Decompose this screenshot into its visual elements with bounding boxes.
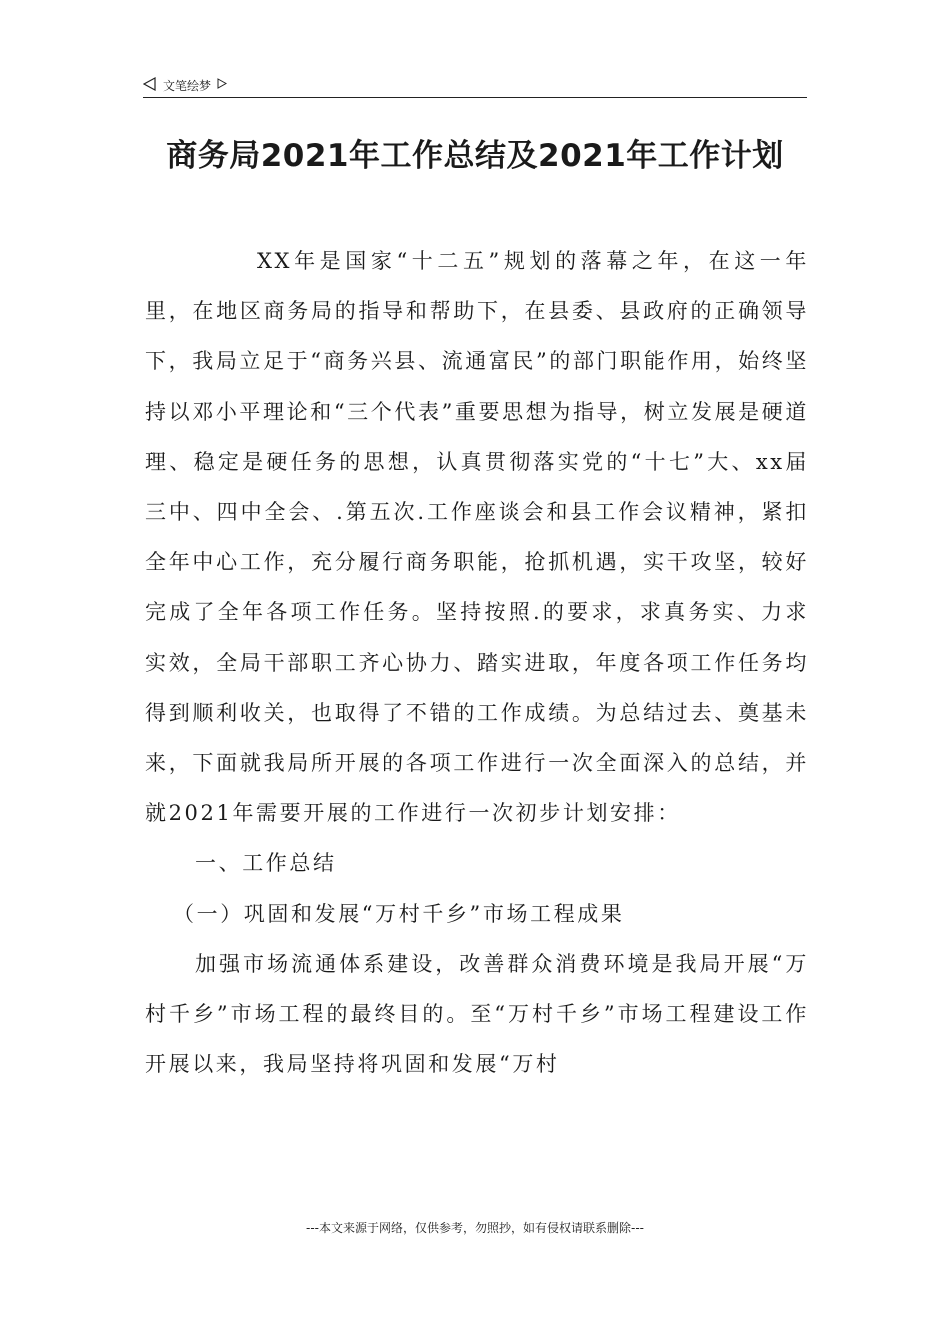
triangle-right-icon <box>217 78 229 92</box>
subsection-heading: （一）巩固和发展“万村千乡”市场工程成果 <box>173 901 625 926</box>
triangle-left-icon <box>143 77 157 94</box>
body-paragraph: 加强市场流通体系建设，改善群众消费环境是我局开展“万村千乡”市场工程的最终目的。至“万村千乡”市场工程建设工作开展以来，我局坚持将巩固和发展“万村 <box>145 951 809 1077</box>
footer-disclaimer: ---本文来源于网络，仅供参考，勿照抄，如有侵权请联系删除--- <box>306 1221 644 1235</box>
document-header <box>143 74 807 96</box>
document-body <box>145 236 809 1089</box>
intro-paragraph: XX年是国家“十二五”规划的落幕之年，在这一年里，在地区商务局的指导和帮助下，在县委、县政府的正确领导下，我局立足于“商务兴县、流通富民”的部门职能作用，始终坚持以邓小平理论和“三个代表”重要思想为指导，树立发展是硬道理、稳定是硬任务的思想，认真贯彻落实党的“十七”大、xx届三中、四中全会、.第五次.工作座谈会和县工作会议精神，紧扣全年中心工作，充分履行商务职能，抢抓机遇，实干攻坚，较好完成了全年各项工作任务。坚持按照.的要求，求真务实、力求实效，全局干部职工齐心协力、踏实进取，年度各项工作任务均得到顺利收关，也取得了不错的工作成绩。为总结过去、奠基未来，下面就我局所开展的各项工作进行一次全面深入的总结，并就2021年需要开展的工作进行一次初步计划安排： <box>145 249 809 826</box>
header-brand: 文笔绘梦 <box>163 78 212 93</box>
document-title: 商务局2021年工作总结及2021年工作计划 <box>166 138 784 174</box>
header-divider <box>143 97 807 98</box>
section-heading: 一、工作总结 <box>195 851 337 876</box>
